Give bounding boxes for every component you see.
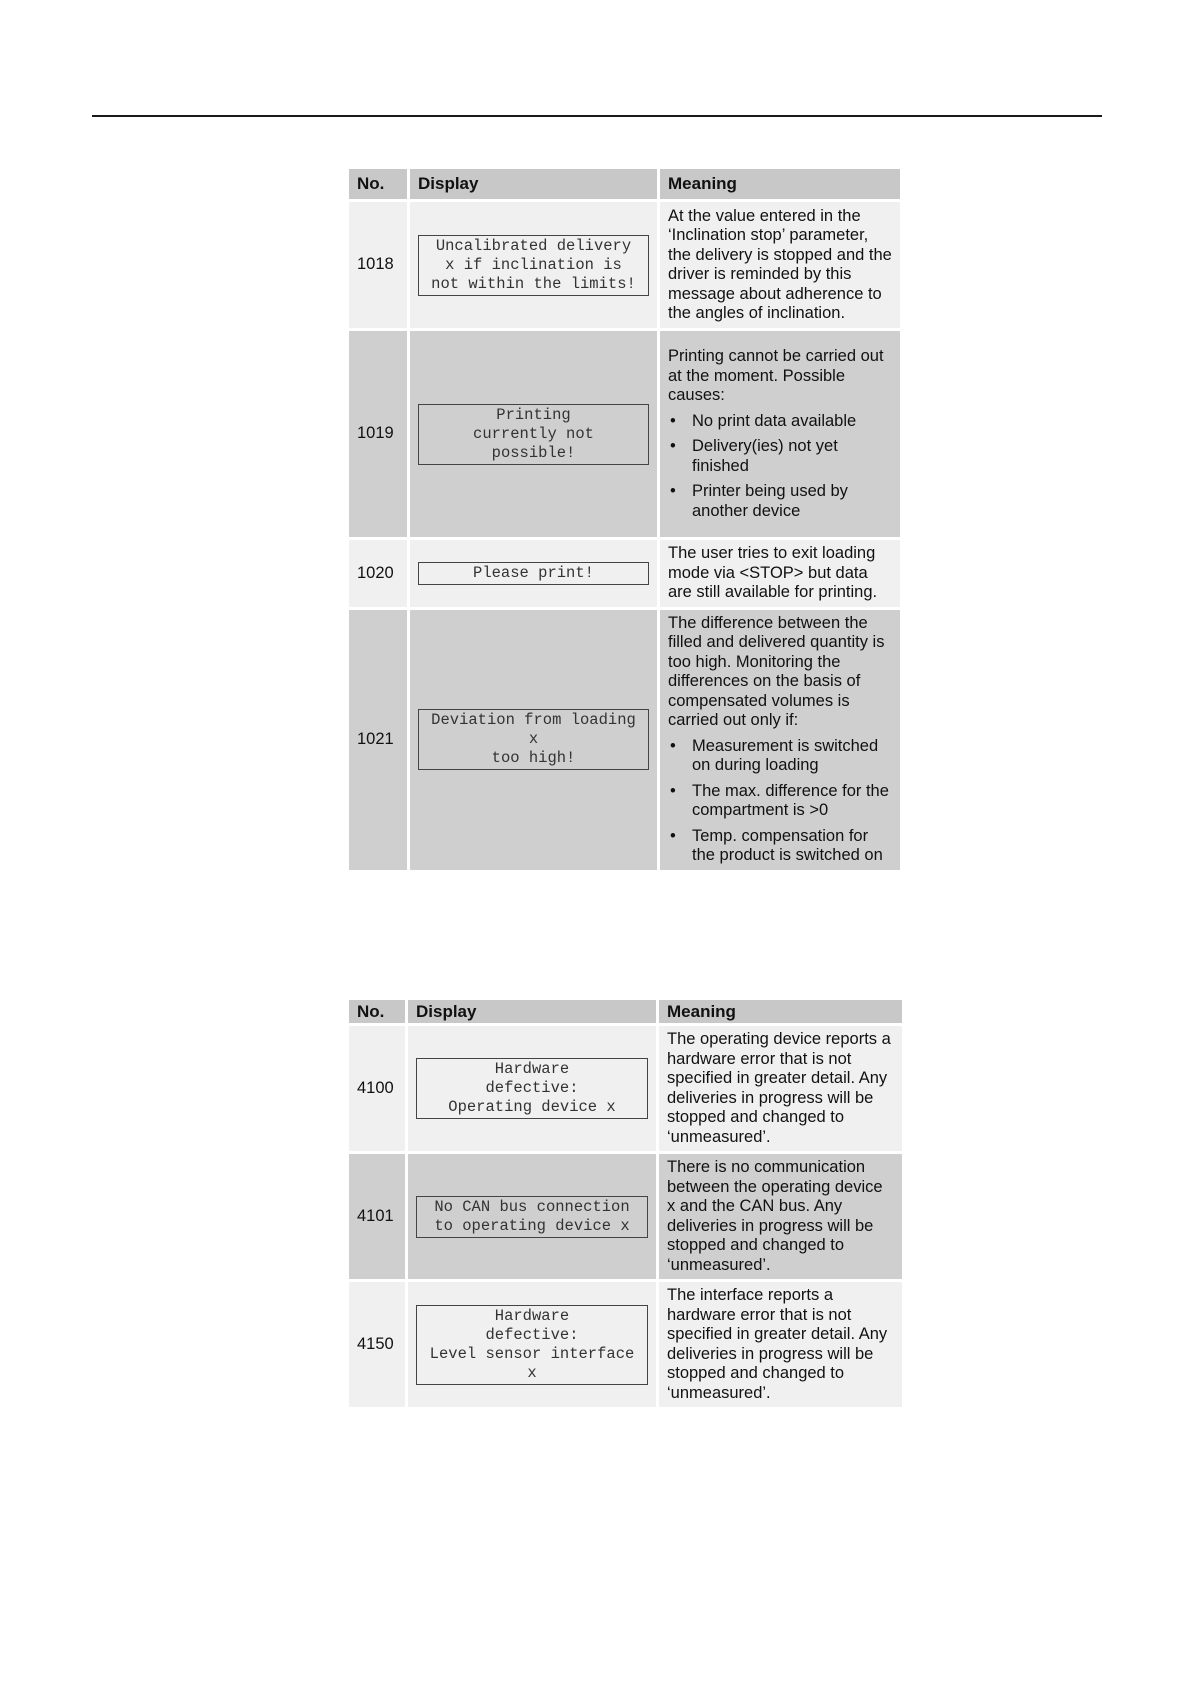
display-line: Operating device x bbox=[448, 1098, 616, 1116]
display-line: defective: bbox=[485, 1325, 579, 1344]
display-line: defective: bbox=[485, 1079, 579, 1097]
display-message-box bbox=[418, 235, 649, 296]
list-item: • Measurement is switched on during loading bbox=[668, 737, 892, 776]
table-row bbox=[349, 610, 900, 870]
col-header-display: Display bbox=[408, 1000, 656, 1023]
error-number: 4150 bbox=[349, 1282, 405, 1407]
table-row bbox=[349, 1026, 902, 1151]
error-number: 4100 bbox=[349, 1026, 405, 1151]
display-line: too high! bbox=[491, 749, 576, 767]
display-line: Hardware bbox=[494, 1060, 570, 1078]
display-line: not within the limits! bbox=[431, 274, 636, 293]
display-message-box bbox=[416, 1196, 648, 1238]
display-message-box bbox=[416, 1305, 648, 1385]
table-row bbox=[349, 202, 900, 328]
col-header-meaning: Meaning bbox=[660, 169, 900, 199]
error-number: 1021 bbox=[349, 610, 407, 870]
table-row bbox=[349, 540, 900, 607]
error-number: 1020 bbox=[349, 540, 407, 607]
display-line: x if inclination is bbox=[445, 255, 622, 274]
list-item: • Temp. compensation for the product is switched on bbox=[668, 827, 892, 866]
error-number: 1018 bbox=[349, 202, 407, 328]
display-message-box bbox=[418, 709, 649, 770]
col-header-meaning: Meaning bbox=[659, 1000, 902, 1023]
meaning-text: Printing cannot be carried out at the moment. Possible causes: bbox=[668, 347, 884, 404]
table-row bbox=[349, 331, 900, 537]
display-line: currently not bbox=[473, 424, 594, 443]
col-header-no: No. bbox=[349, 169, 407, 199]
list-item: • The max. difference for the compartment is >0 bbox=[668, 782, 892, 821]
meaning-text: There is no communication between the operating device x and the CAN bus. Any deliveries in progress will be stopped and changed to ‘unmeasured’. bbox=[667, 1158, 883, 1274]
cause-list bbox=[668, 412, 892, 522]
meaning-text: The difference between the filled and delivered quantity is too high. Monitoring the differences on the basis of compensated volumes is carried out only if: bbox=[668, 613, 885, 729]
display-message-box bbox=[418, 562, 649, 585]
list-item: • Printer being used by another device bbox=[668, 482, 892, 521]
error-table-2 bbox=[346, 997, 905, 1410]
meaning-text: The interface reports a hardware error that is not specified in greater detail. Any deliveries in progress will be stopped and changed to ‘unmeasured’. bbox=[667, 1286, 888, 1402]
display-line: Uncalibrated delivery bbox=[435, 236, 632, 255]
error-number: 1019 bbox=[349, 331, 407, 537]
display-line: to operating device x bbox=[434, 1216, 630, 1235]
list-item: • No print data available bbox=[668, 412, 892, 432]
display-line: possible! bbox=[491, 443, 576, 462]
meaning-text: The user tries to exit loading mode via <STOP> but data are still available for printing. bbox=[668, 544, 878, 601]
display-line: x bbox=[528, 730, 539, 748]
display-message-box bbox=[416, 1058, 648, 1119]
display-message-box bbox=[418, 404, 649, 465]
display-line: x bbox=[527, 1363, 537, 1382]
meaning-text: The operating device reports a hardware error that is not specified in greater detail. Any deliveries in progress will be stopped and changed to ‘unmeasured’. bbox=[667, 1030, 891, 1146]
list-item: • Delivery(ies) not yet finished bbox=[668, 437, 892, 476]
error-table-1 bbox=[346, 166, 903, 873]
display-line: Deviation from loading bbox=[431, 711, 636, 729]
display-line: Please print! bbox=[473, 563, 594, 582]
condition-list bbox=[668, 737, 892, 866]
meaning-text: At the value entered in the ‘Inclination stop’ parameter, the delivery is stopped and the driver is reminded by this message about adherence to the angles of inclination. bbox=[668, 206, 892, 322]
display-line: Printing bbox=[496, 405, 571, 424]
display-line: Level sensor interface bbox=[429, 1344, 635, 1363]
col-header-display: Display bbox=[410, 169, 657, 199]
error-number: 4101 bbox=[349, 1154, 405, 1279]
col-header-no: No. bbox=[349, 1000, 405, 1023]
page-header-rule bbox=[92, 115, 1102, 117]
display-line: Hardware bbox=[494, 1306, 570, 1325]
table-row bbox=[349, 1154, 902, 1279]
table-row bbox=[349, 1282, 902, 1407]
display-line: No CAN bus connection bbox=[434, 1197, 630, 1216]
